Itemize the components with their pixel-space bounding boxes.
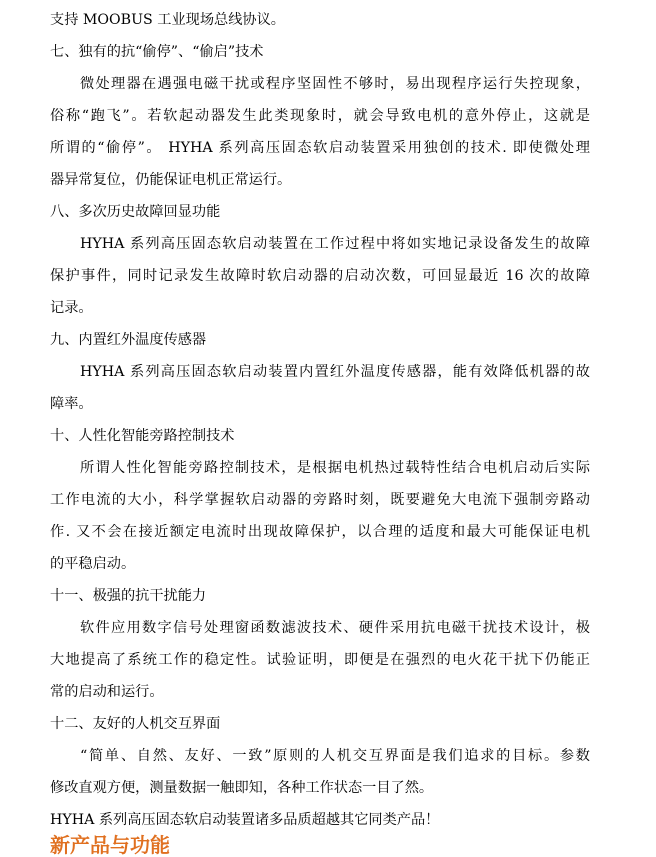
section-heading: 十二、友好的人机交互界面: [50, 716, 221, 732]
paragraph-line: 修改直观方便，测量数据一触即知，各种工作状态一目了然。: [50, 780, 434, 796]
paragraph-line: 大地提高了系统工作的稳定性。试验证明，即便是在强烈的电火花干扰下仍能正: [50, 652, 590, 668]
paragraph-line: 障率。: [50, 396, 93, 412]
paragraph-line: HYHA 系列高压固态软启动装置内置红外温度传感器，能有效降低机器的故: [80, 364, 590, 380]
paragraph-line: 所谓人性化智能旁路控制技术，是根据电机热过载特性结合电机启动后实际: [80, 460, 590, 476]
paragraph-line: 记录。: [50, 300, 93, 316]
paragraph-line: 器异常复位，仍能保证电机正常运行。: [50, 172, 292, 188]
paragraph-line: 常的启动和运行。: [50, 684, 164, 700]
paragraph-line: 保护事件，同时记录发生故障时软启动器的启动次数，可回显最近 16 次的故障: [50, 268, 590, 284]
paragraph-line: 微处理器在遇强电磁干扰或程序坚固性不够时，易出现程序运行失控现象，: [80, 76, 590, 92]
paragraph-line: 支持 MOOBUS 工业现场总线协议。: [50, 12, 285, 28]
section-heading: 七、独有的抗“偷停”、“偷启”技术: [50, 44, 264, 60]
paragraph-line: 作. 又不会在接近额定电流时出现故障保护，以合理的适度和最大可能保证电机: [50, 524, 590, 540]
paragraph-line: 所谓的“偷停”。 HYHA 系列高压固态软启动装置采用独创的技术. 即使微处理: [50, 140, 590, 156]
paragraph-line: 软件应用数字信号处理窗函数滤波技术、硬件采用抗电磁干扰技术设计，极: [80, 620, 590, 636]
paragraph-line: 工作电流的大小，科学掌握软启动器的旁路时刻，既要避免大电流下强制旁路动: [50, 492, 590, 508]
paragraph-line: HYHA 系列高压固态软启动装置在工作过程中将如实地记录设备发生的故障: [80, 236, 590, 252]
paragraph-line: 的平稳启动。: [50, 556, 136, 572]
section-heading: 九、内置红外温度传感器: [50, 332, 207, 348]
paragraph-line: “简单、自然、友好、一致”原则的人机交互界面是我们追求的目标。参数: [80, 748, 590, 764]
paragraph-line: HYHA 系列高压固态软启动装置诸多品质超越其它同类产品！: [50, 812, 440, 828]
section-heading: 十一、极强的抗干扰能力: [50, 588, 207, 604]
next-section-heading: 新产品与功能: [50, 833, 170, 857]
section-heading: 八、多次历史故障回显功能: [50, 204, 221, 220]
section-heading: 十、人性化智能旁路控制技术: [50, 428, 235, 444]
paragraph-line: 俗称“跑飞”。若软起动器发生此类现象时，就会导致电机的意外停止，这就是: [50, 108, 590, 124]
